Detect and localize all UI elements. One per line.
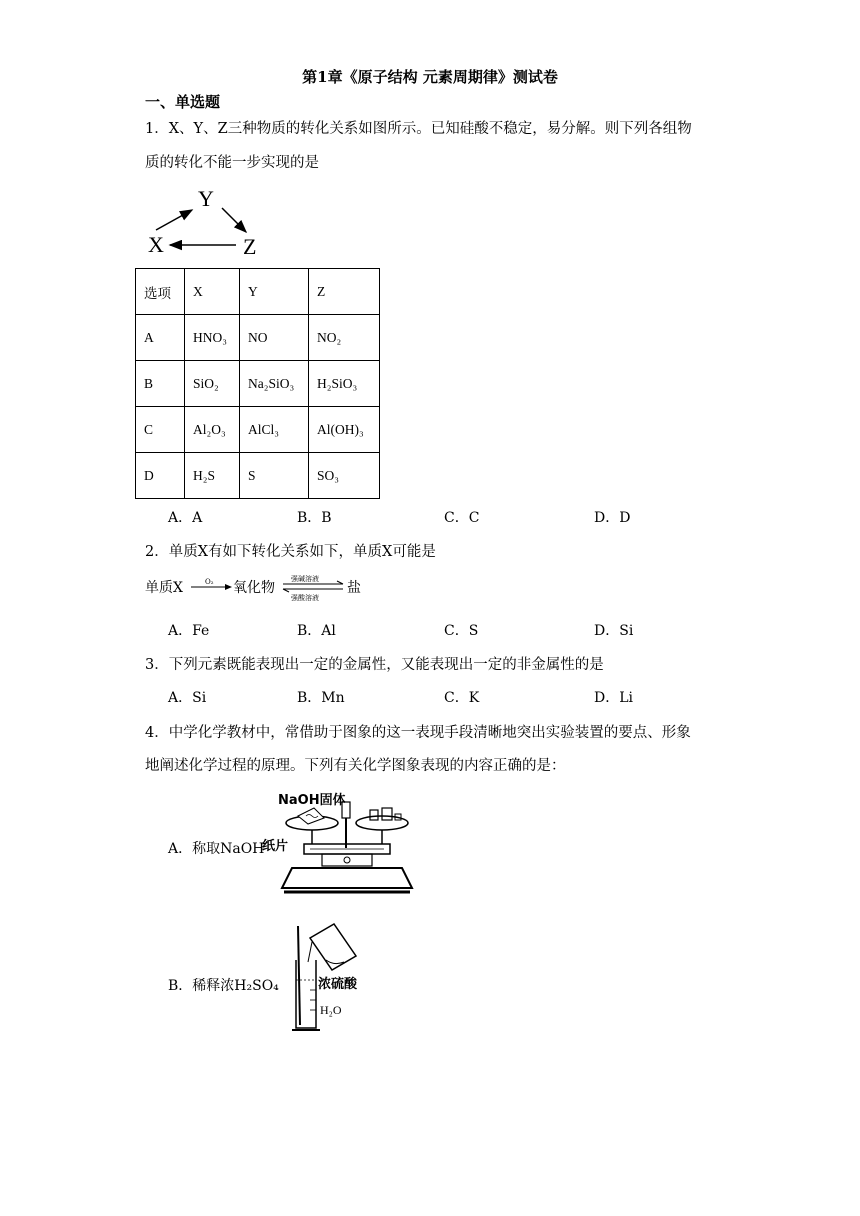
table-row (136, 407, 380, 453)
q3-option-d[interactable]: D．Li (594, 690, 633, 706)
q2-option-d[interactable]: D．Si (594, 623, 634, 639)
table-row (136, 315, 380, 361)
q1-option-a[interactable]: A．A (168, 510, 203, 526)
dilution-illustration (290, 920, 370, 1035)
table-row (136, 453, 380, 499)
diagram-label-y: Y (198, 186, 214, 211)
naoh-solid-label: NaOH固体 (278, 793, 346, 808)
q1-text-line2: 质的转化不能一步实现的是 (145, 155, 319, 171)
q1-option-b[interactable]: B．B (297, 510, 332, 526)
q2-scheme (143, 572, 373, 604)
scheme-middle: 氧化物 (233, 580, 275, 596)
q2-option-a[interactable]: A．Fe (168, 623, 210, 639)
q1-option-c[interactable]: C．C (444, 510, 480, 526)
table-header-cell: Y (240, 269, 309, 315)
table-cell: SiO₂ (185, 361, 240, 407)
q1-option-d[interactable]: D．D (594, 510, 631, 526)
table-cell: Al(OH)₃ (309, 407, 380, 453)
q3-option-c[interactable]: C．K (444, 690, 480, 706)
q3-text: 3．下列元素既能表现出一定的金属性，又能表现出一定的非金属性的是 (145, 657, 604, 673)
table-cell: H₂S (185, 453, 240, 499)
scheme-end: 盐 (347, 580, 361, 596)
diagram-label-z: Z (243, 234, 257, 259)
scheme-start: 单质X (145, 580, 183, 596)
table-cell: NO₂ (309, 315, 380, 361)
table-header-cell: 选项 (136, 269, 185, 315)
section-heading: 一、单选题 (145, 93, 221, 111)
diagram-label-x: X (148, 232, 164, 257)
acid-label: 浓硫酸 (318, 977, 358, 992)
table-cell: H₂SiO₃ (309, 361, 380, 407)
q4-option-a[interactable]: A．称取NaOH (168, 841, 265, 857)
arrow-x-to-y (156, 210, 192, 230)
page-title: 第1章《原子结构 元素周期律》测试卷 (302, 68, 558, 86)
table-header-row (136, 269, 380, 315)
scheme-top-label: 强碱溶液 (291, 575, 319, 583)
q2-option-c[interactable]: C．S (444, 623, 479, 639)
table-row (136, 361, 380, 407)
q2-text: 2．单质X有如下转化关系如下，单质X可能是 (145, 544, 436, 560)
table-header-cell: X (185, 269, 240, 315)
water-label: H₂O (320, 1003, 342, 1017)
q4-text-line1: 4．中学化学教材中，常借助于图象的这一表现手段清晰地突出实验装置的要点、形象 (145, 725, 691, 741)
table-header-cell: Z (309, 269, 380, 315)
table-cell: D (136, 453, 185, 499)
table-cell: Na₂SiO₃ (240, 361, 309, 407)
arrow-y-to-z (222, 208, 246, 232)
q3-option-a[interactable]: A．Si (168, 690, 207, 706)
scheme-arrow1-label: O₂ (205, 578, 214, 586)
q3-option-b[interactable]: B．Mn (297, 690, 345, 706)
q1-text-line1: 1．X、Y、Z三种物质的转化关系如图所示。已知硅酸不稳定，易分解。则下列各组物 (145, 121, 692, 137)
balance-illustration (262, 788, 422, 900)
table-cell: SO₃ (309, 453, 380, 499)
q4-option-b[interactable]: B．稀释浓H₂SO₄ (168, 978, 279, 994)
q2-option-b[interactable]: B．Al (297, 623, 336, 639)
table-cell: Al₂O₃ (185, 407, 240, 453)
table-cell: HNO₃ (185, 315, 240, 361)
table-cell: B (136, 361, 185, 407)
q4-text-line2: 地阐述化学过程的原理。下列有关化学图象表现的内容正确的是： (145, 758, 566, 774)
paper-label: 纸片 (262, 839, 289, 854)
table-cell: A (136, 315, 185, 361)
table-cell: AlCl₃ (240, 407, 309, 453)
table-cell: NO (240, 315, 309, 361)
q1-xyz-diagram (140, 180, 270, 260)
scheme-bottom-label: 强酸溶液 (291, 594, 319, 602)
q1-options-table (135, 268, 380, 499)
table-cell: C (136, 407, 185, 453)
table-cell: S (240, 453, 309, 499)
